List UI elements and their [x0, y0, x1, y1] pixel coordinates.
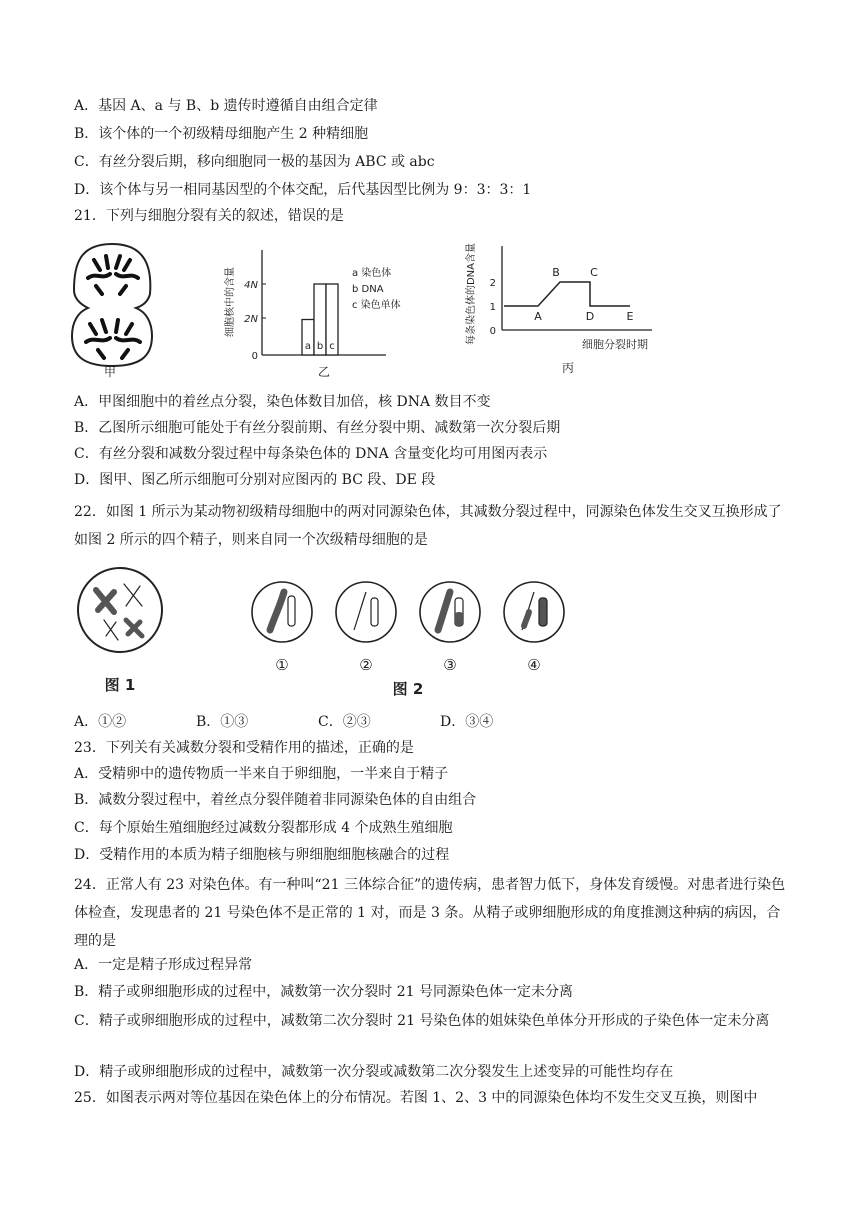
bing-tick-2: 2 — [489, 278, 496, 289]
yi-ylabel: 细胞核中的含量 — [225, 267, 236, 337]
point-label-D: D — [585, 310, 595, 323]
q20-option-a: A．基因 A、a 与 B、b 遗传时遵循自由组合定律 — [74, 98, 378, 114]
bing-ylabel: 每条染色体的DNA含量 — [466, 242, 477, 346]
figure-1-label: 图 1 — [104, 676, 136, 694]
q20-option-b: B．该个体的一个初级精母细胞产生 2 种精细胞 — [74, 126, 369, 142]
q21-option-d: D．图甲、图乙所示细胞可分别对应图丙的 BC 段、DE 段 — [74, 472, 436, 488]
q23-option-b: B．减数分裂过程中，着丝点分裂伴随着非同源染色体的自由组合 — [74, 792, 477, 808]
q21-stem: 21．下列与细胞分裂有关的叙述，错误的是 — [74, 208, 344, 224]
q21-option-a: A．甲图细胞中的着丝点分裂，染色体数目加倍，核 DNA 数目不变 — [74, 394, 491, 410]
yi-bars — [302, 284, 338, 355]
chromosomes-upper — [88, 256, 138, 294]
q22-figure-2 — [240, 576, 580, 704]
homologous-chromosomes — [96, 584, 142, 640]
yi-legend-a: a 染色体 — [352, 268, 392, 279]
cell-membrane — [72, 244, 152, 366]
point-label-B: B — [552, 266, 560, 279]
q24-option-c: C．精子或卵细胞形成的过程中，减数第二次分裂时 21 号染色体的姐妹染色单体分开形成的子染色体一定未分离 — [74, 1013, 770, 1029]
yi-tick-0: 0 — [251, 351, 258, 362]
q20-option-c: C．有丝分裂后期，移向细胞同一极的基因为 ABC 或 abc — [74, 154, 435, 170]
bing-tick-1: 1 — [489, 302, 496, 313]
sperm-4 — [504, 582, 564, 674]
chromosomes-lower — [86, 320, 140, 358]
q21-figure-jia — [66, 238, 160, 378]
point-label-A: A — [534, 310, 542, 323]
q24-option-d: D．精子或卵细胞形成的过程中，减数第一次分裂或减数第二次分裂发生上述变异的可能性均存在 — [74, 1064, 674, 1080]
bar-letter-c: c — [329, 341, 335, 352]
yi-tick-2n: 2N — [244, 314, 258, 325]
sperm-4-label: ④ — [527, 656, 541, 674]
figure-2-label: 图 2 — [392, 680, 424, 698]
q22-option-d: D．③④ — [440, 714, 494, 730]
dna-content-line — [504, 282, 630, 306]
q21-figure-bing — [464, 238, 674, 384]
figure-bing-caption: 丙 — [561, 361, 575, 375]
q22-stem: 22．如图 1 所示为某动物初级精母细胞中的两对同源染色体，其减数分裂过程中，同源染色体发生交叉互换形成了如图 2 所示的四个精子，则来自同一个次级精母细胞的是 — [74, 504, 782, 548]
bing-tick-0: 0 — [489, 326, 496, 337]
q23-stem: 23．下列关有关减数分裂和受精作用的描述，正确的是 — [74, 740, 414, 756]
q21-option-c: C．有丝分裂和减数分裂过程中每条染色体的 DNA 含量变化均可用图丙表示 — [74, 446, 548, 462]
point-label-C: C — [590, 266, 598, 279]
sperm-2 — [336, 582, 396, 674]
sperm-3 — [420, 582, 480, 674]
q25-stem: 25．如图表示两对等位基因在染色体上的分布情况。若图 1、2、3 中的同源染色体均不发生交叉互换，则图中 — [74, 1090, 758, 1106]
q20-option-d: D．该个体与另一相同基因型的个体交配，后代基因型比例为 9：3：3：1 — [74, 182, 532, 198]
bing-xlabel: 细胞分裂时期 — [582, 338, 648, 351]
q23-option-a: A．受精卵中的遗传物质一半来自于卵细胞，一半来自于精子 — [74, 766, 449, 782]
figure-jia-caption: 甲 — [103, 365, 117, 378]
bar-letter-b: b — [316, 341, 324, 352]
sperm-2-label: ② — [359, 656, 373, 674]
point-label-E: E — [626, 310, 634, 323]
q24-option-a: A．一定是精子形成过程异常 — [74, 957, 253, 973]
sperm-1-label: ① — [275, 656, 289, 674]
sperm-1 — [252, 582, 312, 674]
yi-legend-b: b DNA — [352, 284, 384, 295]
q22-option-a: A．①② — [74, 714, 127, 730]
bing-line — [504, 266, 634, 323]
q21-figure-yi — [222, 240, 422, 382]
q22-figure-1 — [74, 562, 168, 698]
yi-legend-c: c 染色单体 — [352, 300, 401, 311]
q24-option-b: B．精子或卵细胞形成的过程中，减数第一次分裂时 21 号同源染色体一定未分离 — [74, 984, 574, 1000]
q24-stem: 24．正常人有 23 对染色体。有一种叫“21 三体综合征”的遗传病，患者智力低下，身体发育缓慢。对患者进行染色体检查，发现患者的 21 号染色体不是正常的 1 对，而是 3 条。从精子或卵细胞形成的角度推测这种病的病因，合理的是 — [74, 877, 786, 949]
q23-option-d: D．受精作用的本质为精子细胞核与卵细胞细胞核融合的过程 — [74, 847, 450, 863]
q22-options — [74, 712, 562, 732]
figure-yi-caption: 乙 — [317, 365, 331, 379]
yi-tick-4n: 4N — [244, 280, 258, 291]
q23-option-c: C．每个原始生殖细胞经过减数分裂都形成 4 个成熟生殖细胞 — [74, 820, 453, 836]
q22-option-b: B．①③ — [196, 714, 249, 730]
q22-option-c: C．②③ — [318, 714, 371, 730]
bar-letter-a: a — [304, 341, 312, 352]
q21-option-b: B．乙图所示细胞可能处于有丝分裂前期、有丝分裂中期、减数第一次分裂后期 — [74, 420, 561, 436]
sperm-3-label: ③ — [443, 656, 457, 674]
